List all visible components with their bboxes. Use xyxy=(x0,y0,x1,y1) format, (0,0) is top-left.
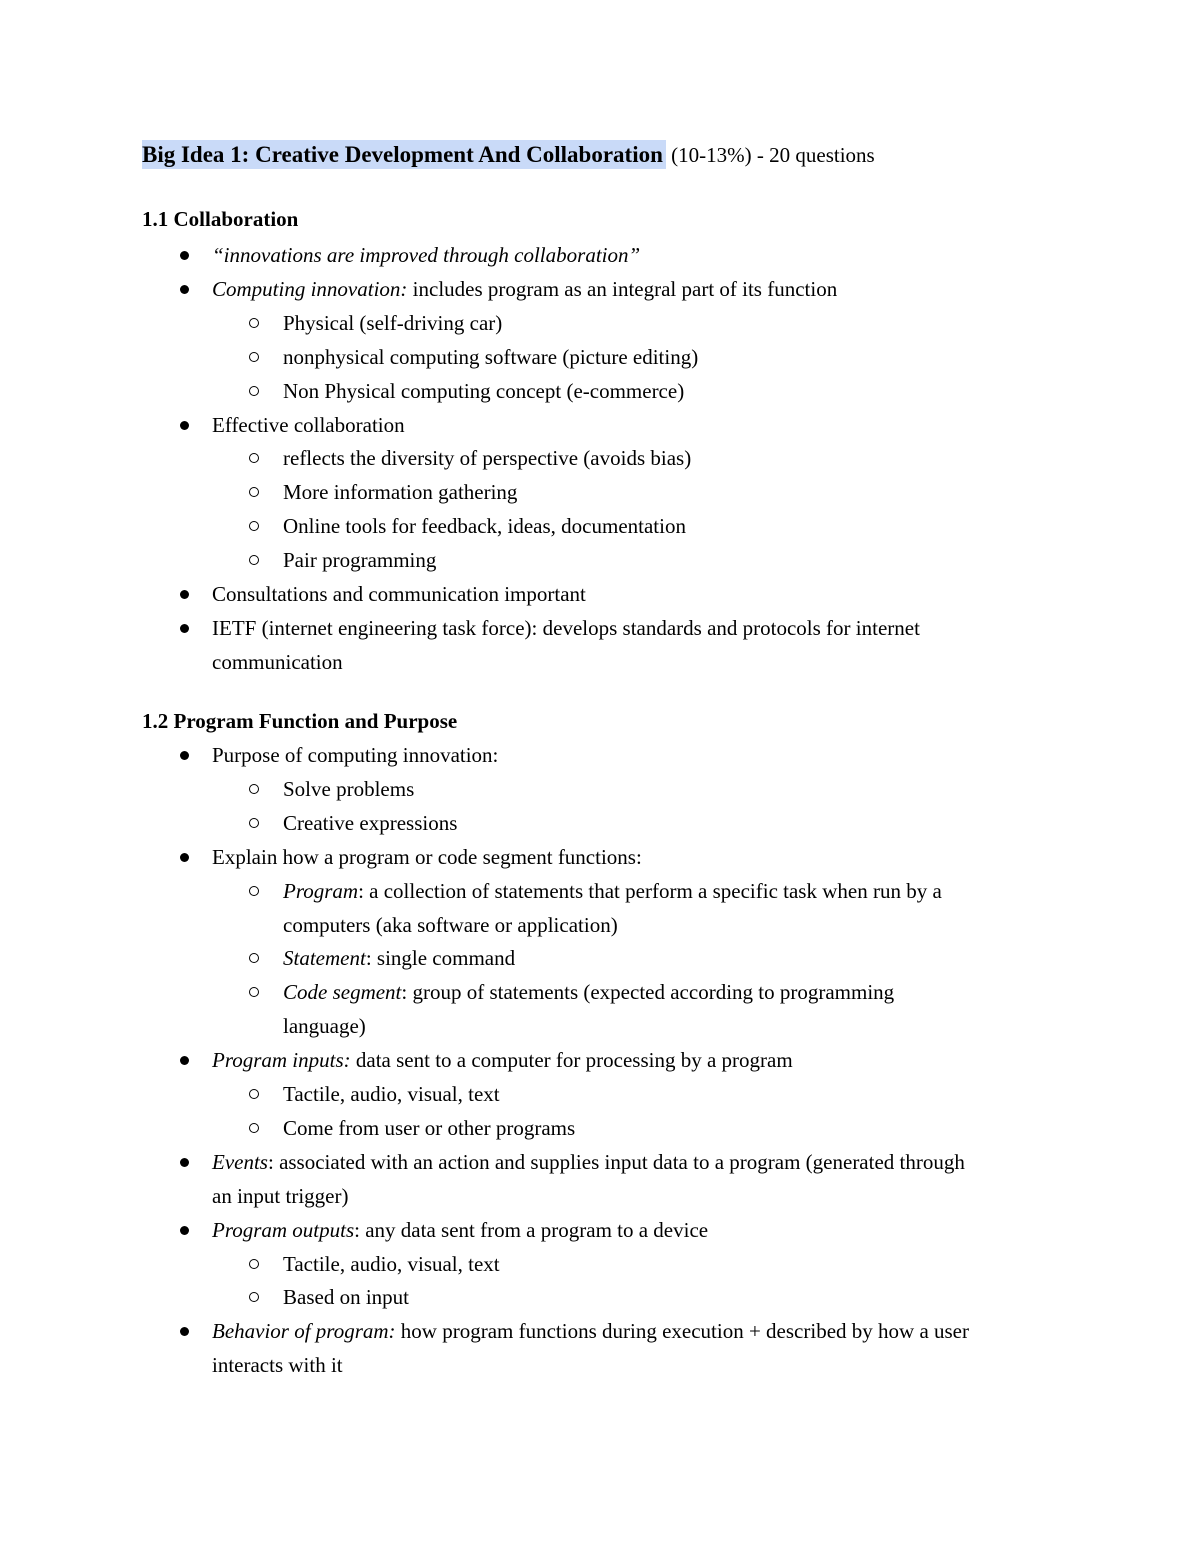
term-label: Program outputs xyxy=(212,1217,355,1242)
bullet-circle-icon xyxy=(249,521,259,531)
item-text: Physical (self-driving car) xyxy=(283,310,503,335)
item-text: More information gathering xyxy=(283,480,518,505)
list-item xyxy=(283,545,436,575)
list-item xyxy=(212,1316,969,1346)
bullet-circle-icon xyxy=(249,1089,259,1099)
list-item xyxy=(212,1215,708,1245)
item-text: : associated with an action and supplies input data to a program (generated through xyxy=(267,1149,965,1174)
bullet-disc-icon xyxy=(180,751,189,760)
bullet-circle-icon xyxy=(249,487,259,497)
item-text: Non Physical computing concept (e-commerce) xyxy=(283,378,685,403)
bullet-circle-icon xyxy=(249,318,259,328)
item-text: Solve problems xyxy=(283,776,415,801)
item-text: IETF (internet engineering task force): develops standards and protocols for internet xyxy=(212,615,920,640)
bullet-disc-icon xyxy=(180,590,189,599)
item-text: interacts with it xyxy=(212,1353,343,1378)
list-item xyxy=(283,308,502,338)
list-item xyxy=(212,842,642,872)
bullet-circle-icon xyxy=(249,386,259,396)
item-text: language) xyxy=(283,1014,366,1039)
item-text: includes program as an integral part of its function xyxy=(407,276,838,301)
bullet-disc-icon xyxy=(180,1056,189,1065)
list-item xyxy=(212,1181,348,1211)
bullet-disc-icon xyxy=(180,1226,189,1235)
list-item xyxy=(283,808,457,838)
item-text: Purpose of computing innovation: xyxy=(212,743,499,767)
title-subtext: (10-13%) - 20 questions xyxy=(665,143,875,167)
bullet-disc-icon xyxy=(180,1158,189,1167)
list-item xyxy=(283,443,691,473)
item-text: : any data sent from a program to a device xyxy=(354,1217,709,1242)
list-item xyxy=(212,579,586,609)
term-label: Code segment xyxy=(283,980,402,1005)
list-item xyxy=(283,1282,409,1312)
bullet-disc-icon xyxy=(180,1327,189,1336)
item-text: Come from user or other programs xyxy=(283,1115,576,1140)
item-text: computers (aka software or application) xyxy=(283,912,618,937)
item-text: Pair programming xyxy=(283,548,437,573)
bullet-circle-icon xyxy=(249,953,259,963)
list-item xyxy=(212,274,837,304)
item-text: Effective collaboration xyxy=(212,412,405,437)
bullet-circle-icon xyxy=(249,1123,259,1133)
list-item xyxy=(283,943,515,973)
list-item xyxy=(283,1079,500,1109)
item-text: communication xyxy=(212,649,343,674)
item-text: Explain how a program or code segment functions: xyxy=(212,844,642,869)
item-text: “innovations are improved through collaboration” xyxy=(212,243,641,267)
item-text: Tactile, audio, visual, text xyxy=(283,1082,500,1106)
bullet-circle-icon xyxy=(249,987,259,997)
bullet-circle-icon xyxy=(249,555,259,565)
item-text: : a collection of statements that perform a specific task when run by a xyxy=(358,878,942,903)
item-text: data sent to a computer for processing by a program xyxy=(350,1048,793,1073)
list-item xyxy=(212,240,640,270)
list-item xyxy=(283,910,618,940)
term-label: Program inputs: xyxy=(212,1048,351,1073)
item-text: reflects the diversity of perspective (avoids bias) xyxy=(283,446,692,471)
section-heading-1-1: 1.1 Collaboration xyxy=(142,207,299,231)
list-item xyxy=(212,647,343,677)
item-text: Online tools for feedback, ideas, documentation xyxy=(283,514,686,539)
bullet-circle-icon xyxy=(249,1259,259,1269)
list-item xyxy=(283,477,517,507)
term-label: Statement xyxy=(283,946,366,971)
list-item xyxy=(212,1045,793,1075)
bullet-disc-icon xyxy=(180,624,189,633)
list-item xyxy=(212,740,498,770)
title-main-highlighted: Big Idea 1: Creative Development And Collaboration xyxy=(142,140,666,169)
list-item xyxy=(283,1249,500,1279)
list-item xyxy=(212,410,405,440)
bullet-circle-icon xyxy=(249,453,259,463)
section-heading-1-2: 1.2 Program Function and Purpose xyxy=(142,709,458,733)
term-label: Events xyxy=(212,1149,268,1174)
bullet-disc-icon xyxy=(180,285,189,294)
list-item xyxy=(283,376,684,406)
item-text: Tactile, audio, visual, text xyxy=(283,1251,500,1276)
item-text: Creative expressions xyxy=(283,810,458,835)
term-label: Computing innovation: xyxy=(212,276,408,301)
list-item xyxy=(212,1350,343,1380)
term-label: Behavior of program: xyxy=(212,1319,396,1344)
document-title xyxy=(142,138,875,172)
bullet-circle-icon xyxy=(249,886,259,896)
item-text: nonphysical computing software (picture editing) xyxy=(283,344,699,369)
item-text: an input trigger) xyxy=(212,1183,349,1208)
list-item xyxy=(283,1113,575,1143)
list-item xyxy=(283,1011,366,1041)
list-item xyxy=(283,342,698,372)
list-item xyxy=(283,774,414,804)
item-text: Based on input xyxy=(283,1285,409,1310)
item-text: Consultations and communication important xyxy=(212,582,586,606)
item-text: : group of statements (expected according to programming xyxy=(401,980,895,1005)
list-item xyxy=(283,977,894,1007)
bullet-circle-icon xyxy=(249,1292,259,1302)
item-text: : single command xyxy=(365,946,516,971)
bullet-circle-icon xyxy=(249,818,259,828)
list-item xyxy=(212,613,920,643)
list-item xyxy=(283,876,942,906)
bullet-disc-icon xyxy=(180,421,189,430)
bullet-disc-icon xyxy=(180,251,189,260)
bullet-circle-icon xyxy=(249,352,259,362)
bullet-circle-icon xyxy=(249,784,259,794)
list-item xyxy=(283,511,686,541)
bullet-disc-icon xyxy=(180,853,189,862)
term-label: Program xyxy=(283,878,359,903)
item-text: how program functions during execution + described by how a user xyxy=(395,1319,969,1344)
list-item xyxy=(212,1147,965,1177)
